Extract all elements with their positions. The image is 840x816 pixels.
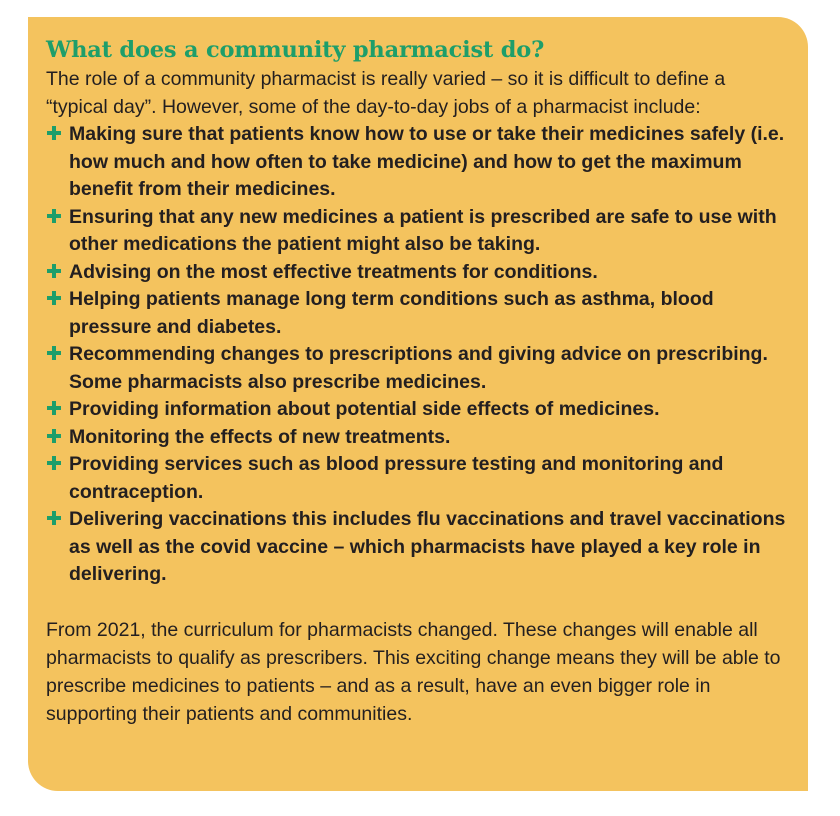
- info-card: [28, 17, 808, 791]
- list-item-text: Advising on the most effective treatments for conditions.: [69, 260, 598, 283]
- list-item-text: Ensuring that any new medicines a patient is prescribed are safe to use with other medications the patient might also be taking.: [69, 205, 777, 255]
- plus-icon: [47, 401, 61, 415]
- list-item-text: Helping patients manage long term conditions such as asthma, blood pressure and diabetes.: [69, 288, 714, 338]
- list-item: [46, 424, 790, 452]
- list-item-text: Making sure that patients know how to use or take their medicines safely (i.e. how much and how often to take medicine) and how to get the maximum benefit from their medicines.: [69, 123, 785, 200]
- plus-icon: [47, 126, 61, 140]
- list-item: [46, 121, 790, 204]
- list-item-text: Monitoring the effects of new treatments.: [69, 425, 451, 448]
- list-item: [46, 506, 790, 589]
- duties-list: [46, 121, 790, 589]
- list-item: [46, 451, 790, 506]
- list-item: [46, 259, 790, 287]
- plus-icon: [47, 511, 61, 525]
- card-heading: What does a community pharmacist do?: [46, 37, 545, 63]
- plus-icon: [47, 291, 61, 305]
- intro-paragraph: The role of a community pharmacist is really varied – so it is difficult to define a “typical day”. However, some of the day-to-day jobs of a pharmacist include:: [46, 68, 726, 118]
- plus-icon: [47, 456, 61, 470]
- list-item: [46, 286, 790, 341]
- list-item: [46, 204, 790, 259]
- list-item-text: Providing services such as blood pressure testing and monitoring and contraception.: [69, 453, 724, 503]
- plus-icon: [47, 429, 61, 443]
- plus-icon: [47, 209, 61, 223]
- plus-icon: [47, 264, 61, 278]
- list-item-text: Delivering vaccinations this includes flu vaccinations and travel vaccinations as well as the covid vaccine – which pharmacists have played a key role in delivering.: [69, 508, 786, 585]
- plus-icon: [47, 346, 61, 360]
- closing-paragraph: From 2021, the curriculum for pharmacists changed. These changes will enable all pharmacists to qualify as prescribers. This exciting change means they will be able to prescribe medicines to patients – and as a result, have an even bigger role in supporting their patients and communities.: [46, 618, 781, 725]
- list-item: [46, 396, 790, 424]
- list-item-text: Recommending changes to prescriptions and giving advice on prescribing. Some pharmacists also prescribe medicines.: [69, 343, 768, 393]
- list-item-text: Providing information about potential side effects of medicines.: [69, 398, 660, 420]
- list-item: [46, 341, 790, 396]
